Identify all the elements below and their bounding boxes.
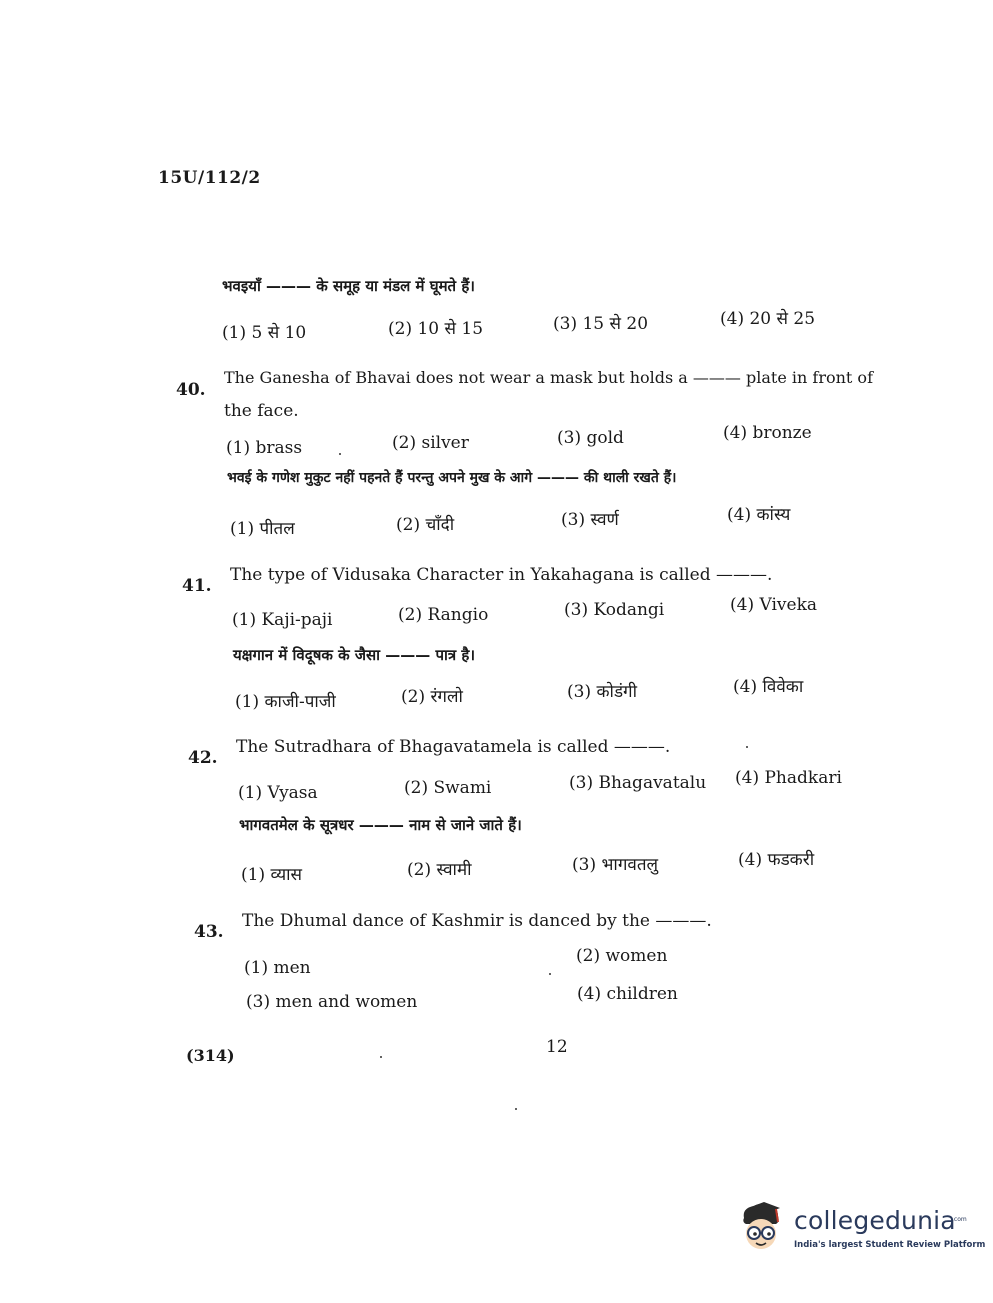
q43-option-3: (3) men and women: [246, 992, 418, 1012]
q39-option-3: (3) 15 से 20: [553, 314, 649, 334]
q40-hindi-text: भवई के गणेश मुकुट नहीं पहनते हैं परन्तु अपने मुख के आगे ——— की थाली रखते हैं।: [227, 470, 677, 486]
page-number: 12: [546, 1037, 568, 1057]
paper-code: 15U/112/2: [158, 168, 261, 188]
q41-hindi-option-4: (4) विवेका: [733, 677, 804, 697]
scan-speck: [515, 1108, 517, 1110]
q41-hindi-option-1: (1) काजी-पाजी: [235, 692, 336, 712]
collegedunia-logo: [734, 1196, 986, 1266]
q43-option-1: (1) men: [244, 958, 311, 978]
q42-option-2: (2) Swami: [404, 778, 492, 798]
q42-option-4: (4) Phadkari: [735, 768, 842, 788]
logo-tagline: India's largest Student Review Platform: [794, 1240, 986, 1250]
q42-number: 42.: [188, 748, 218, 768]
q42-option-1: (1) Vyasa: [238, 783, 318, 803]
q41-option-4: (4) Viveka: [730, 595, 818, 615]
q41-hindi-option-3: (3) कोडंगी: [567, 682, 638, 702]
q42-hindi-option-4: (4) फडकरी: [738, 850, 815, 870]
q40-hindi-option-3: (3) स्वर्ण: [561, 510, 619, 530]
logo-domain: .com: [952, 1216, 967, 1223]
q40-text-line1: The Ganesha of Bhavai does not wear a mask but holds a ——— plate in front of: [224, 368, 873, 387]
q39-option-1: (1) 5 से 10: [222, 323, 307, 343]
q41-option-1: (1) Kaji-paji: [232, 610, 333, 630]
q43-number: 43.: [194, 922, 224, 942]
q41-hindi-text: यक्षगान में विदूषक के जैसा ——— पात्र है।: [233, 646, 476, 664]
q41-hindi-option-2: (2) रंगलो: [401, 687, 463, 707]
q40-option-1: (1) brass: [226, 438, 303, 458]
scan-speck: [549, 973, 551, 975]
scan-speck: [339, 453, 341, 455]
scan-speck: [380, 1056, 382, 1058]
q40-hindi-option-4: (4) कांस्य: [727, 505, 791, 525]
q43-option-4: (4) children: [577, 984, 678, 1004]
q42-hindi-text: भागवतमेल के सूत्रधर ——— नाम से जाने जाते हैं।: [239, 816, 522, 834]
scan-speck: [746, 746, 748, 748]
q39-option-4: (4) 20 से 25: [720, 309, 816, 329]
q39-option-2: (2) 10 से 15: [388, 319, 484, 339]
q40-option-4: (4) bronze: [723, 423, 812, 443]
q42-hindi-option-1: (1) व्यास: [241, 865, 303, 885]
q41-text: The type of Vidusaka Character in Yakahagana is called ———.: [230, 565, 773, 585]
q39-hindi-text: भवइयाँ ——— के समूह या मंडल में घूमते हैं।: [222, 277, 475, 295]
q42-text: The Sutradhara of Bhagavatamela is called ———.: [236, 737, 671, 757]
q40-number: 40.: [176, 380, 206, 400]
q42-option-3: (3) Bhagavatalu: [569, 773, 707, 793]
q42-hindi-option-2: (2) स्वामी: [407, 860, 472, 880]
footer-code: (314): [186, 1046, 235, 1065]
q43-option-2: (2) women: [576, 946, 668, 966]
q41-option-3: (3) Kodangi: [564, 600, 665, 620]
q40-option-3: (3) gold: [557, 428, 624, 448]
student-mascot-icon: [734, 1200, 790, 1260]
q40-text-line2: the face.: [224, 401, 299, 421]
q40-option-2: (2) silver: [392, 433, 469, 453]
logo-wordmark: collegedunia: [794, 1206, 956, 1235]
q40-hindi-option-2: (2) चाँदी: [396, 515, 455, 535]
q41-number: 41.: [182, 576, 212, 596]
q40-hindi-option-1: (1) पीतल: [230, 519, 295, 539]
q43-text: The Dhumal dance of Kashmir is danced by the ———.: [242, 911, 712, 931]
q42-hindi-option-3: (3) भागवतलु: [572, 855, 659, 875]
q41-option-2: (2) Rangio: [398, 605, 489, 625]
